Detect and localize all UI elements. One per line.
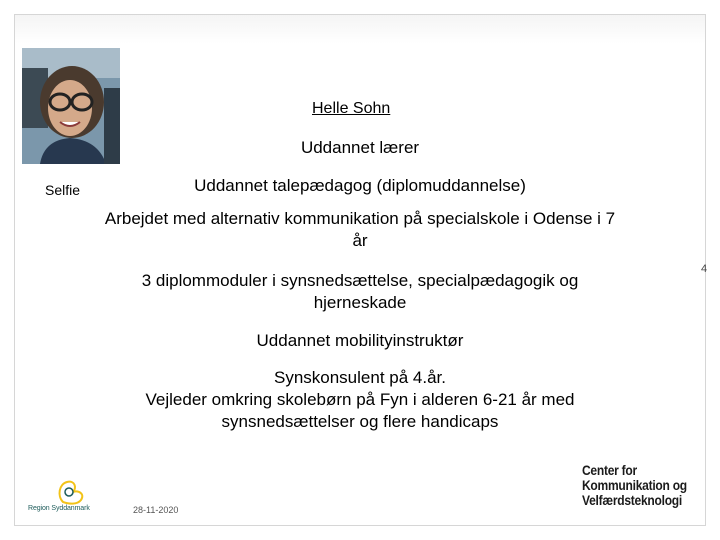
photo-caption: Selfie xyxy=(45,182,81,198)
region-syddanmark-text: Region Syddanmark xyxy=(28,505,90,512)
region-syddanmark-logo xyxy=(27,478,107,518)
center-logo-line-1: Center for xyxy=(582,462,637,478)
slide-date: 28-11-2020 xyxy=(133,505,179,515)
vision-consultant-title: Synskonsulent på 4.år. xyxy=(273,368,446,387)
center-logo xyxy=(582,463,687,508)
slide-number: 4 xyxy=(701,263,708,275)
experience-special-school: Arbejdet med alternativ kommunikation på specialskole i Odense i 7 år xyxy=(104,209,616,250)
qualification-teacher: Uddannet lærer xyxy=(300,138,420,157)
center-logo-line-2: Kommunikation og xyxy=(582,477,687,493)
center-logo-line-3: Velfærdsteknologi xyxy=(582,492,682,508)
diploma-modules: 3 diplommoduler i synsnedsættelse, specialpædagogik og hjerneskade xyxy=(141,271,579,312)
vision-consultant xyxy=(100,367,620,433)
mobility-instructor: Uddannet mobilityinstruktør xyxy=(256,331,464,350)
presenter-name[interactable]: Helle Sohn xyxy=(312,100,391,117)
vision-consultant-detail: Vejleder omkring skolebørn på Fyn i alderen 6-21 år med synsnedsættelser og flere handicaps xyxy=(145,390,575,431)
qualification-speech-therapist: Uddannet talepædagog (diplomuddannelse) xyxy=(194,176,526,195)
